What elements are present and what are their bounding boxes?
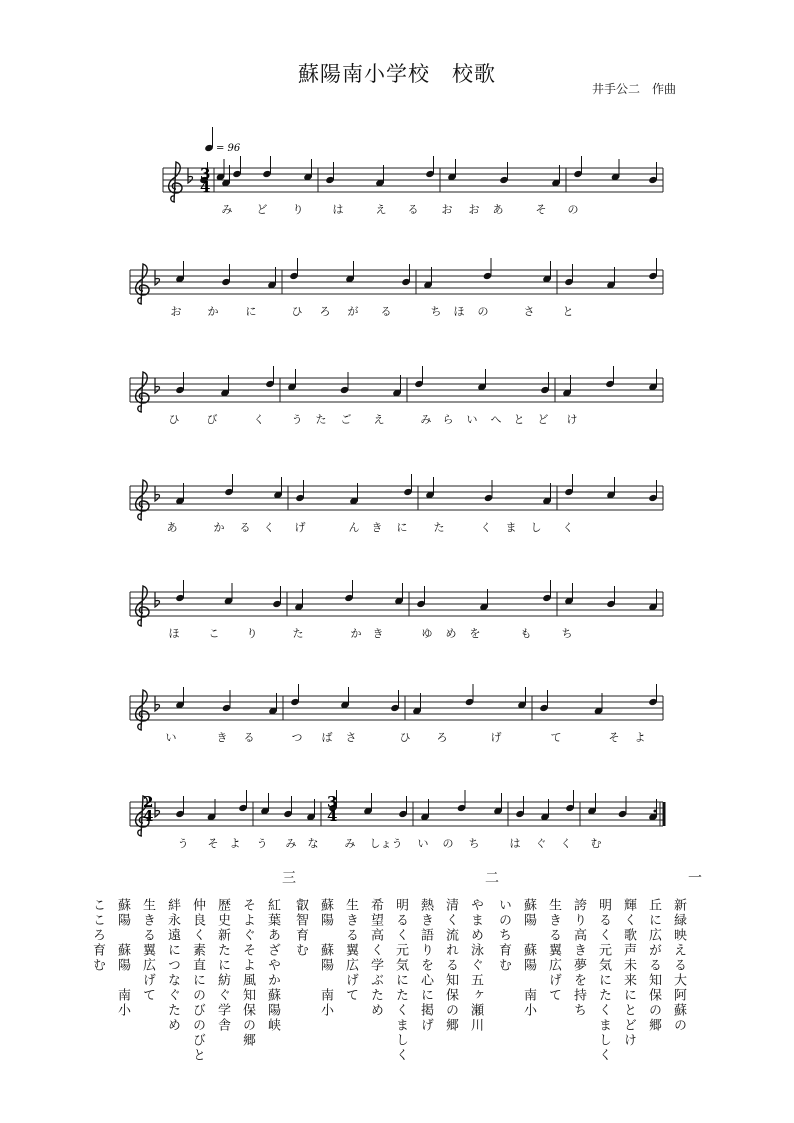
verse-2-line: 熱き語りを心に掲げ: [418, 898, 433, 1033]
lyric-syllable: き: [371, 521, 383, 534]
time-sig-num-1: 3: [200, 165, 211, 183]
lyric-syllable: の: [442, 837, 454, 850]
lyric-syllable: ほ: [453, 305, 465, 318]
lyric-syllable: ひ: [399, 731, 411, 744]
staff-system-7: [130, 790, 664, 836]
lyric-syllable: き: [216, 731, 228, 744]
lyric-syllable: む: [590, 837, 602, 850]
lyric-syllable: お: [441, 203, 453, 216]
lyric-syllable: る: [407, 203, 419, 216]
time-sig-den-1: 4: [200, 178, 211, 196]
lyric-syllable: た: [315, 413, 327, 426]
lyric-syllable: か: [207, 305, 219, 318]
lyric-syllable: た: [292, 627, 304, 640]
lyric-syllable: い: [417, 837, 429, 850]
lyric-syllable: み: [420, 413, 432, 426]
verse-3-line: 絆永遠につなぐため: [165, 898, 180, 1033]
lyric-syllable: そ: [608, 731, 620, 744]
lyric-syllable: よ: [634, 731, 646, 744]
lyric-syllable: め: [445, 627, 457, 640]
verse-2-line: 清く流れる知保の郷: [443, 898, 458, 1033]
flat-icon: [188, 168, 193, 183]
verse-3-line: 歴史新たに紡ぐ学舎: [215, 898, 230, 1033]
lyric-syllable: み: [221, 203, 233, 216]
verse-3-line: そよぐそよ風知保の郷: [240, 898, 255, 1048]
lyric-syllable: ひ: [168, 413, 180, 426]
verse-1-line: 誇り高き夢を持ち: [571, 898, 586, 1018]
lyric-syllable: う: [177, 837, 189, 850]
lyric-syllable: そ: [535, 203, 547, 216]
lyric-syllable: よ: [229, 837, 241, 850]
staff-system-3: [130, 366, 663, 412]
lyric-syllable: ご: [340, 413, 352, 426]
time-signature-3: [327, 793, 337, 825]
flat-icon: [155, 270, 160, 285]
lyric-syllable: い: [466, 413, 478, 426]
lyric-syllable: き: [372, 627, 384, 640]
staff-system-5: [130, 580, 663, 626]
lyric-syllable: げ: [294, 521, 306, 534]
lyric-syllable: け: [566, 413, 578, 426]
verse-2-line: 希望高く学ぶため: [368, 898, 383, 1018]
verse-1-line: 蘇陽 蘇陽 南小: [521, 898, 536, 1018]
lyric-syllable: は: [332, 203, 344, 216]
lyric-syllable: ち: [468, 837, 480, 850]
lyric-syllable: る: [243, 731, 255, 744]
verse-1-line: 丘に広がる知保の郷: [646, 898, 661, 1033]
lyric-syllable: の: [477, 305, 489, 318]
lyric-syllable: そ: [207, 837, 219, 850]
staff-system-1: [163, 156, 663, 202]
lyric-syllable: く: [263, 521, 275, 534]
lyric-syllable: た: [433, 521, 445, 534]
lyric-syllable: ひ: [291, 305, 303, 318]
verse-1-line: 明るく元気にたくましく: [596, 898, 611, 1063]
lyric-syllable: しょう: [369, 837, 403, 850]
lyric-syllable: え: [375, 203, 387, 216]
lyric-syllable: ど: [256, 203, 268, 216]
flat-icon: [155, 378, 160, 393]
lyric-syllable: え: [373, 413, 385, 426]
lyric-syllable: ま: [505, 521, 517, 534]
lyric-syllable: し: [530, 521, 542, 534]
time-signature-1: [200, 165, 210, 196]
lyric-syllable: と: [513, 413, 525, 426]
lyric-syllable: る: [380, 305, 392, 318]
lyric-syllable: て: [550, 731, 562, 744]
flat-icon: [155, 696, 160, 711]
flat-icon: [155, 486, 160, 501]
lyric-syllable: と: [562, 305, 574, 318]
lyric-syllable: つ: [291, 731, 303, 744]
lyric-syllable: う: [291, 413, 303, 426]
verse-number-2: 二: [483, 870, 499, 884]
lyric-syllable: び: [206, 413, 218, 426]
lyric-syllable: り: [292, 203, 304, 216]
lyric-syllable: に: [245, 305, 257, 318]
lyric-syllable: く: [253, 413, 265, 426]
page-title: 蘇陽南小学校 校歌: [298, 62, 496, 86]
lyric-syllable: み: [285, 837, 297, 850]
lyric-syllable: さ: [345, 731, 357, 744]
lyric-syllable: ら: [442, 413, 454, 426]
lyric-syllable: へ: [490, 413, 502, 426]
lyric-syllable: ん: [348, 521, 360, 534]
verse-3-line: 蘇陽 蘇陽 南小: [115, 898, 130, 1018]
lyric-syllable: さ: [523, 305, 535, 318]
lyric-syllable: に: [396, 521, 408, 534]
lyric-syllable: ど: [537, 413, 549, 426]
lyric-syllable: る: [239, 521, 251, 534]
lyric-syllable: く: [562, 521, 574, 534]
time-signature-2: [143, 793, 153, 825]
flat-icon: [155, 592, 160, 607]
staff-system-6: [130, 684, 663, 730]
composer-credit: 井手公二 作曲: [592, 82, 677, 96]
lyric-syllable: こ: [208, 627, 220, 640]
lyric-syllable: く: [560, 837, 572, 850]
verse-3-line: 仲良く素直にのびのびと: [190, 898, 205, 1063]
staff-system-2: [130, 258, 663, 304]
verse-1-line: 輝く歌声未来にとどけ: [621, 898, 636, 1048]
lyric-syllable: み: [344, 837, 356, 850]
time-sig-den-3: 4: [327, 807, 338, 825]
lyric-syllable: ば: [321, 731, 333, 744]
verse-1-line: 生きる翼広げて: [546, 898, 561, 1003]
verse-2-line: 蘇陽 蘇陽 南小: [318, 898, 333, 1018]
lyric-syllable: あ: [492, 203, 504, 216]
verse-number-3: 三: [280, 870, 296, 884]
lyric-syllable: は: [509, 837, 521, 850]
lyric-syllable: ろ: [319, 305, 331, 318]
lyric-syllable: げ: [490, 731, 502, 744]
verse-3-line: 生きる翼広げて: [140, 898, 155, 1003]
lyric-syllable: ち: [561, 627, 573, 640]
verse-3-line: こころ育む: [90, 898, 105, 973]
verse-2-line: 明るく元気にたくましく: [393, 898, 408, 1063]
time-sig-num-3: 3: [327, 793, 338, 811]
lyric-syllable: い: [165, 731, 177, 744]
verse-2-line: やまめ泳ぐ五ヶ瀬川: [468, 898, 483, 1033]
lyric-syllable: も: [520, 627, 532, 640]
verse-3-line: 紅葉あざやか蘇陽峡: [265, 898, 280, 1033]
verse-2-line: 生きる翼広げて: [343, 898, 358, 1003]
time-sig-num-2: 2: [143, 793, 154, 811]
lyric-syllable: な: [307, 837, 319, 850]
lyric-syllable: を: [469, 627, 481, 640]
lyric-syllable: り: [246, 627, 258, 640]
time-sig-den-2: 4: [143, 807, 154, 825]
flat-icon: [155, 802, 160, 817]
lyric-syllable: の: [567, 203, 579, 216]
lyric-syllable: く: [480, 521, 492, 534]
lyric-syllable: お: [468, 203, 480, 216]
lyric-syllable: ろ: [436, 731, 448, 744]
lyric-syllable: ほ: [168, 627, 180, 640]
lyric-syllable: か: [213, 521, 225, 534]
lyric-syllable: ゆ: [421, 627, 433, 640]
verse-2-line: 叡智育む: [293, 898, 308, 958]
verse-1-line: 新緑映える大阿蘇の: [671, 898, 686, 1033]
lyric-syllable: が: [347, 305, 359, 318]
verse-1-line: いのち育む: [496, 898, 511, 973]
lyric-syllable: ぐ: [535, 837, 547, 850]
tempo-text: = 96: [216, 143, 241, 154]
lyric-syllable: ち: [430, 305, 442, 318]
lyric-syllable: か: [350, 627, 362, 640]
tempo-marking: [204, 127, 241, 154]
staff-system-4: [130, 474, 663, 520]
lyric-syllable: う: [256, 837, 268, 850]
verse-number-1: 一: [686, 870, 702, 884]
lyric-syllable: あ: [166, 521, 178, 534]
lyric-syllable: お: [170, 305, 182, 318]
